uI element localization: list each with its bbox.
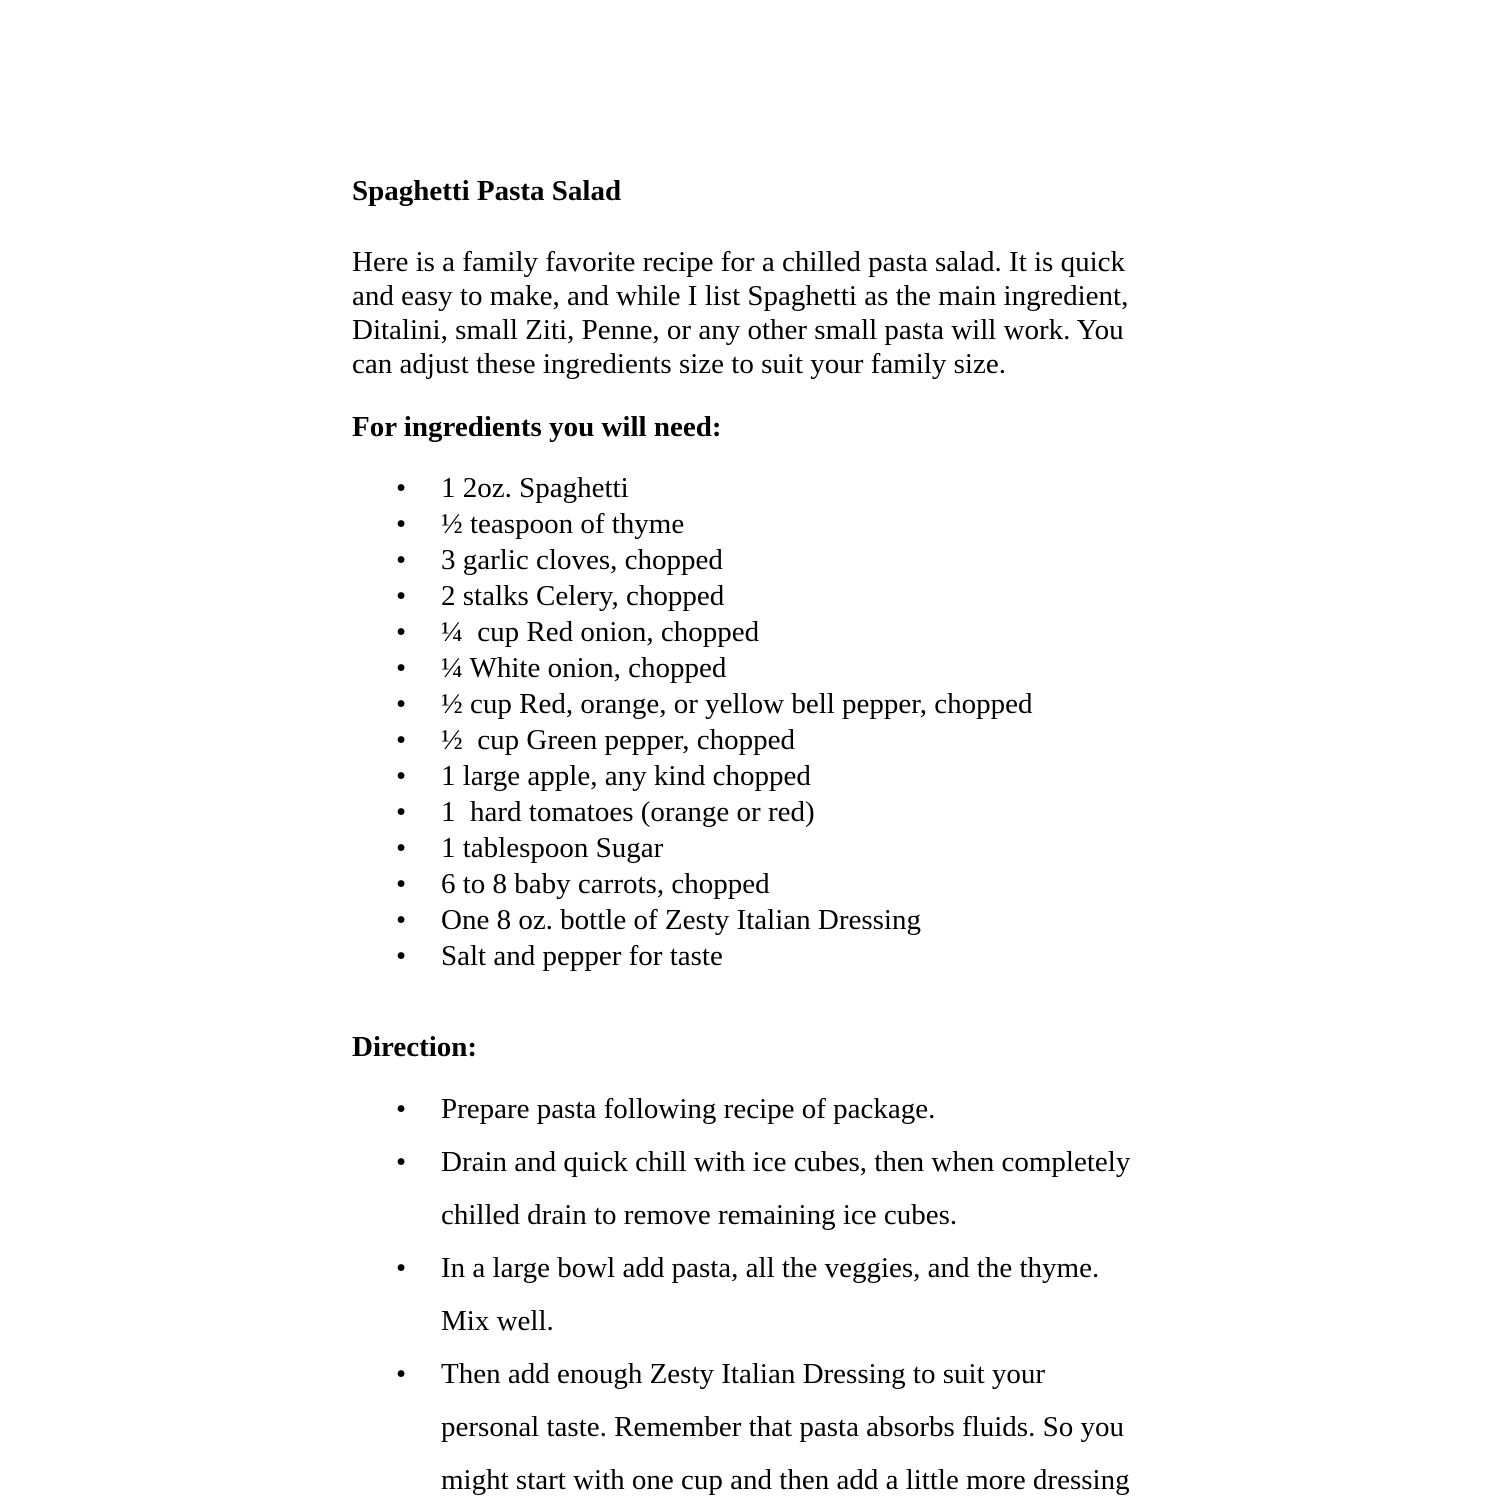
direction-line: Prepare pasta following recipe of package. (441, 1093, 936, 1125)
ingredient-text: ½ cup Red, orange, or yellow bell pepper, chopped (441, 688, 1033, 720)
direction-item (352, 1242, 1130, 1348)
direction-line: personal taste. Remember that pasta absorbs fluids. So you (441, 1411, 1124, 1443)
direction-item (352, 1083, 1130, 1136)
ingredients-heading: For ingredients you will need: (352, 411, 722, 443)
ingredient-item (352, 686, 1033, 722)
intro-paragraph (352, 245, 1128, 381)
bullet-icon: • (396, 652, 407, 684)
bullet-icon: • (396, 760, 407, 792)
ingredient-text: 1 large apple, any kind chopped (441, 760, 811, 792)
bullet-icon: • (396, 508, 407, 540)
ingredient-item (352, 722, 1033, 758)
ingredient-text: One 8 oz. bottle of Zesty Italian Dressing (441, 904, 921, 936)
bullet-icon: • (396, 940, 407, 972)
ingredient-item (352, 578, 1033, 614)
bullet-icon: • (396, 688, 407, 720)
direction-item (352, 1136, 1130, 1242)
ingredient-item (352, 794, 1033, 830)
ingredient-text: 2 stalks Celery, chopped (441, 580, 725, 612)
bullet-icon: • (396, 580, 407, 612)
directions-list (352, 1083, 1130, 1500)
ingredient-text: 3 garlic cloves, chopped (441, 544, 723, 576)
direction-item (352, 1348, 1130, 1500)
intro-line: Ditalini, small Ziti, Penne, or any other small pasta will work. You (352, 314, 1124, 346)
ingredient-text: 1 hard tomatoes (orange or red) (441, 796, 815, 828)
directions-heading: Direction: (352, 1031, 478, 1063)
intro-line: and easy to make, and while I list Spaghetti as the main ingredient, (352, 280, 1129, 312)
ingredient-item (352, 650, 1033, 686)
ingredient-text: ¼ cup Red onion, chopped (441, 616, 760, 648)
direction-line: chilled drain to remove remaining ice cubes. (441, 1199, 958, 1231)
bullet-icon: • (396, 832, 407, 864)
direction-line: might start with one cup and then add a little more dressing (441, 1464, 1130, 1496)
page-title: Spaghetti Pasta Salad (352, 175, 622, 207)
direction-line: Drain and quick chill with ice cubes, then when completely (441, 1146, 1131, 1178)
bullet-icon: • (396, 1093, 407, 1125)
ingredients-list (352, 470, 1033, 974)
bullet-icon: • (396, 796, 407, 828)
ingredient-text: 1 2oz. Spaghetti (441, 472, 629, 504)
intro-line: Here is a family favorite recipe for a chilled pasta salad. It is quick (352, 246, 1126, 278)
bullet-icon: • (396, 544, 407, 576)
direction-line: Mix well. (441, 1305, 554, 1337)
ingredient-item (352, 614, 1033, 650)
intro-line: can adjust these ingredients size to suit your family size. (352, 348, 1006, 380)
ingredient-item (352, 758, 1033, 794)
ingredient-item (352, 542, 1033, 578)
direction-line: In a large bowl add pasta, all the veggies, and the thyme. (441, 1252, 1100, 1284)
bullet-icon: • (396, 868, 407, 900)
ingredient-text: 1 tablespoon Sugar (441, 832, 664, 864)
ingredient-text: 6 to 8 baby carrots, chopped (441, 868, 770, 900)
ingredient-item (352, 902, 1033, 938)
ingredient-text: Salt and pepper for taste (441, 940, 723, 972)
ingredient-item (352, 830, 1033, 866)
bullet-icon: • (396, 472, 407, 504)
ingredient-text: ¼ White onion, chopped (441, 652, 727, 684)
bullet-icon: • (396, 1146, 407, 1178)
ingredient-item (352, 866, 1033, 902)
ingredient-text: ½ cup Green pepper, chopped (441, 724, 795, 756)
bullet-icon: • (396, 1358, 407, 1390)
ingredient-item (352, 938, 1033, 974)
direction-line: Then add enough Zesty Italian Dressing to suit your (441, 1358, 1046, 1390)
bullet-icon: • (396, 1252, 407, 1284)
ingredient-item (352, 506, 1033, 542)
ingredient-item (352, 470, 1033, 506)
ingredient-text: ½ teaspoon of thyme (441, 508, 685, 540)
bullet-icon: • (396, 616, 407, 648)
bullet-icon: • (396, 724, 407, 756)
bullet-icon: • (396, 904, 407, 936)
